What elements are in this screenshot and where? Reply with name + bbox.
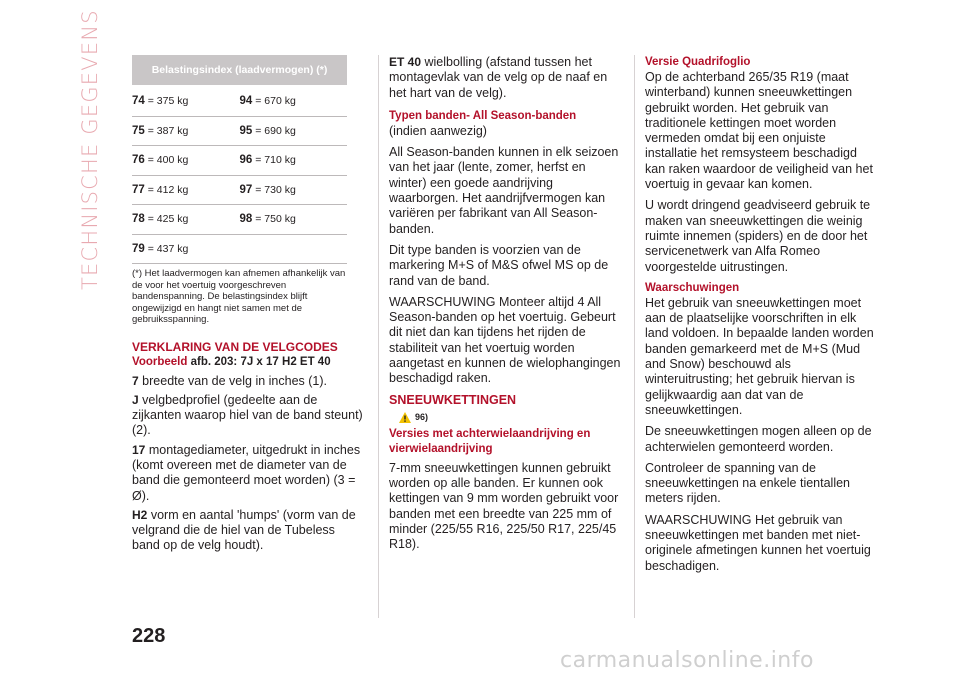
rim-code-def <box>132 508 364 554</box>
snow-chains-heading: SNEEUWKETTINGEN <box>389 392 517 407</box>
def-code: 7 <box>132 373 139 388</box>
def-text: montagediameter, uitgedrukt in inches (komt overeen met de diameter van de band die gemonteerd moet worden) (3 = Ø). <box>132 442 361 503</box>
warning-triangle-icon <box>399 412 411 423</box>
load-index-value: = 387 kg <box>147 124 189 137</box>
warning-ref <box>399 412 621 423</box>
warnings-p4: WAARSCHUWING Het gebruik van sneeuwkettingen met banden met niet-originele afmetingen kunnen het voertuig beschadigen. <box>645 512 871 573</box>
watermark: carmanualsonline.info <box>560 648 814 673</box>
allseason-p2: Dit type banden is voorzien van de markering M+S of M&S ofwel MS op de rand van de band. <box>389 242 609 288</box>
load-index-code: 98 <box>239 213 253 226</box>
example-label: Voorbeeld <box>132 355 188 368</box>
def-code: ET 40 <box>389 55 422 69</box>
quadrifoglio-p2: U wordt dringend geadviseerd gebruik te maken van sneeuwkettingen die weinig ruimte innemen (spiders) en de door het servicenetwerk van Alfa Romeo voorgestelde uitrustingen. <box>645 198 871 274</box>
page-number: 228 <box>132 625 166 647</box>
quadrifoglio-heading: Versie Quadrifoglio <box>645 56 751 68</box>
load-table-row <box>132 235 347 265</box>
load-index-code: 77 <box>132 183 145 196</box>
rim-code-def <box>132 374 364 389</box>
load-table-cell <box>132 213 240 225</box>
load-table-note: (*) Het laadvermogen kan afnemen afhankelijk van de voor het voertuig voorgeschreven bandenspanning. De belastingsindex blijft ongewijzigd en hangt niet samen met de gebruiksspanning. <box>132 268 346 325</box>
column-2 <box>389 55 621 558</box>
load-table-row <box>132 87 347 117</box>
load-index-code: 79 <box>132 242 145 255</box>
load-table-cell <box>132 184 240 196</box>
versions-heading: Versies met achterwielaandrijving en vierwielaandrijving <box>389 427 591 455</box>
load-index-value: = 730 kg <box>255 183 296 196</box>
load-index-code: 74 <box>132 95 145 108</box>
load-index-code: 97 <box>239 183 253 196</box>
rim-code-def <box>132 443 364 504</box>
column-1 <box>132 55 364 554</box>
load-index-table <box>132 55 347 326</box>
load-table-cell <box>240 154 348 166</box>
load-index-code: 76 <box>132 154 145 167</box>
rim-codes-heading: VERKLARING VAN DE VELGCODES <box>132 339 338 354</box>
def-code: J <box>132 392 139 407</box>
load-table-cell <box>132 243 240 255</box>
column-divider <box>634 55 635 618</box>
load-index-value: = 400 kg <box>147 154 189 167</box>
warnings-heading: Waarschuwingen <box>645 281 740 294</box>
warnings-p2: De sneeuwkettingen mogen alleen op de achterwielen gemonteerd worden. <box>645 424 872 454</box>
load-index-value: = 750 kg <box>255 213 296 226</box>
load-index-value: = 375 kg <box>147 95 189 108</box>
rim-code-def <box>132 393 364 439</box>
load-table-row <box>132 205 347 235</box>
load-table-cell <box>132 95 240 107</box>
load-table-row <box>132 176 347 206</box>
section-side-title: TECHNISCHE GEGEVENS <box>78 9 102 290</box>
def-text: velgbedprofiel (gedeelte aan de zijkanten waarop hiel van de band steunt) (2). <box>132 392 363 438</box>
column-3 <box>645 55 880 580</box>
load-index-code: 78 <box>132 213 145 226</box>
load-index-code: 75 <box>132 124 145 137</box>
rim-example <box>132 355 364 370</box>
load-table-row <box>132 117 347 147</box>
load-index-value: = 412 kg <box>147 183 189 196</box>
quadrifoglio-p1: Op de achterband 265/35 R19 (maat winterband) kunnen sneeuwkettingen gebruikt worden. Het gebruik van traditionele kettingen moet worden vermeden omdat bij een onjuiste installatie het remsysteem beschadigd kan raken waardoor de veiligheid van het voertuig in gevaar kan komen. <box>645 70 873 192</box>
versions-p1: 7-mm sneeuwkettingen kunnen gebruikt worden op alle banden. Er kunnen ook kettingen van 9 mm worden gebruikt voor banden met een breedte van 225 mm of minder (225/55 R16, 225/50 R17, 225/45 R18). <box>389 460 619 552</box>
load-table-cell <box>132 125 240 137</box>
warning-ref-number: 96) <box>415 412 429 423</box>
def-code: H2 <box>132 507 148 522</box>
column-divider <box>378 55 379 618</box>
load-index-code: 94 <box>239 95 253 108</box>
allseason-p3: WAARSCHUWING Monteer altijd 4 All Season-banden op het voertuig. Gebeurt dit niet dan kan tijdens het rijden de stabiliteit van het voertuig worden aangetast en kunnen de wielophangingen beschadigd raken. <box>389 294 621 386</box>
warnings-p3: Controleer de spanning van de sneeuwkettingen na enkele tientallen meters rijden. <box>645 460 851 506</box>
load-table-cell <box>240 213 348 225</box>
allseason-sub: (indien aanwezig) <box>389 123 487 138</box>
allseason-p1: All Season-banden kunnen in elk seizoen van het jaar (lente, zomer, herfst en winter) een goede aandrijving waarborgen. Het aandrijfvermogen kan variëren per fabrikant van All Season-banden. <box>389 145 619 236</box>
load-table-cell <box>132 154 240 166</box>
def-et <box>389 55 621 101</box>
load-index-code: 95 <box>239 124 253 137</box>
def-code: 17 <box>132 442 146 457</box>
def-text: wielbolling (afstand tussen het montagevlak van de velg op de naaf en het hart van de velg). <box>389 55 608 100</box>
rim-code-definitions <box>132 374 364 554</box>
warnings-p1: Het gebruik van sneeuwkettingen moet aan de plaatselijke voorschriften in elk land voldoen. In bepaalde landen worden banden gemarkeerd met de M+S (Mud and Snow) beschouwd als winteruitrusting; het gebruik hiervan is gelijkwaardig aan dat van de sneeuwkettingen. <box>645 295 874 417</box>
load-index-value: = 670 kg <box>255 95 296 108</box>
load-index-value: = 690 kg <box>255 124 296 137</box>
load-index-value: = 710 kg <box>255 154 296 167</box>
load-table-cell <box>240 184 348 196</box>
def-text: vorm en aantal 'humps' (vorm van de velgrand die de hiel van de Tubeless band op de velg houdt). <box>132 507 356 553</box>
load-table-header: Belastingsindex (laadvermogen) (*) <box>132 55 347 85</box>
load-index-code: 96 <box>239 154 253 167</box>
load-index-value: = 425 kg <box>147 213 189 226</box>
allseason-heading: Typen banden- All Season-banden <box>389 109 577 122</box>
load-index-value: = 437 kg <box>147 242 189 255</box>
def-text: breedte van de velg in inches (1). <box>142 373 328 388</box>
load-table-cell <box>240 95 348 107</box>
load-table-row <box>132 146 347 176</box>
load-table-cell <box>240 125 348 137</box>
example-figure-ref: afb. 203: 7J x 17 H2 ET 40 <box>190 355 331 368</box>
